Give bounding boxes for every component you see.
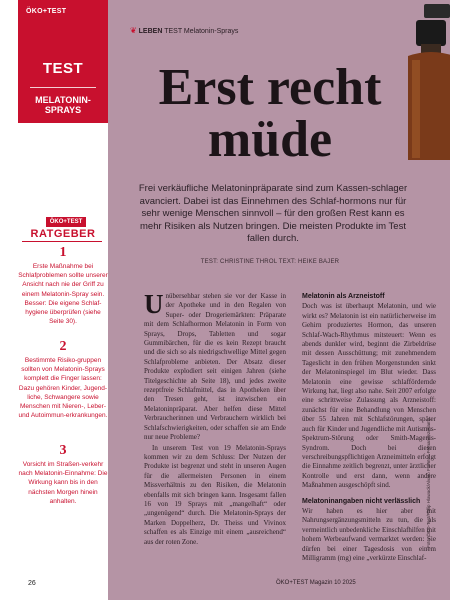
body-paragraph: nübersehbar stehen sie vor der Kasse in der Apotheke und in den Regalen von Super- oder Drogeriemärkten: Präparate mit dem Schlafhormon Melatonin in Form von Sprays, Drops, Tabletten und sogar Gummibärchen, für die es kein Rezept braucht und die sich so als niedrigschwellige Mittel gegen Schlafprobleme anbieten. Der Absatz dieser Produkte explodiert seit einigen Jahren (siehe Titelgeschichte ab Seite 18), und jedes zweite rezeptfreie Schlafmittel, das in Apotheken über den Tresen geht, ist inzwischen ein Melatoninpräparat. Aber helfen diese Mittel Verbraucherinnen und Verbrauchern wirklich bei Schlafschwierigkeiten, oder schaffen sie am Ende nur neue Probleme?	[144, 292, 286, 442]
body-paragraph: Doch was ist überhaupt Melatonin, und wie wirkt es? Melatonin ist ein natürlicherweise im Gehirn produziertes Hormon, das unseren Schlaf-Wach-Rhythmus mitsteuert: Wenn es abends dunkler wird, beginnt die Zirbeldrüse mit dessen Ausschüttung; mit zunehmendem Tageslicht in den frühen Morgenstunden sinkt der Melatoninspiegel im Blut wieder. Dass Melatonin eine gewisse schlaffördernde Wirkung hat, liegt also nahe. Seit 2007 erfolgte eine schrittweise Zulassung als Arzneistoff: zunächst für eine Behandlung von Menschen über 55 Jahren mit Schlafstörungen, später auch für Kinder und Jugendliche mit Autismus-Spektrum-Störung oder Smith-Magenis-Syndrom. Doch bei diesen verschreibungspflichtigen Arzneimitteln erfolgt die Einnahme zeitlich begrenzt, unter ärztlicher Kontrolle und erst dann, wenn andere Maßnahmen ausgeschöpft sind.	[302, 302, 436, 490]
headline-line-1: Erst recht	[158, 59, 382, 116]
headline-line-2: müde	[207, 111, 333, 168]
tip-number: 1	[59, 245, 67, 260]
test-ribbon	[18, 0, 108, 123]
tip-number: 2	[59, 339, 67, 354]
body-column-2	[302, 292, 436, 564]
advice-tip	[18, 444, 108, 506]
photo-credit: Foto: ÖKO-Test/Philip Hlawack/Alvaro Fuentes-Fernandez/Alamy	[426, 417, 431, 548]
leaf-icon: ❦	[130, 26, 137, 35]
subheading: Melatonin als Arzneistoff	[302, 293, 385, 300]
article-deck: Frei verkäufliche Melatoninpräparate sind zum Kassen-schlager avanciert. Dabei ist das Einnehmen des Schlaf-hormons nur für sehr wenige Menschen sinnvoll – für den großen Rest kann es mehr Risiken als Nutzen bringen. Die meisten Produkte im Test fallen durch.	[138, 183, 408, 245]
subheading: Melatoninangaben nicht verlässlich	[302, 497, 421, 505]
article-byline: TEST: CHRISTINE THROL TEXT: HEIKE BAJER	[200, 259, 340, 265]
advice-tip	[18, 340, 108, 420]
tip-text: Vorsicht im Straßen-verkehr nach Melatonin-Einnahme: Die Wirkung kann bis in den nächsten Morgen hinein anhalten.	[18, 461, 108, 505]
test-subtitle: MELATONIN-SPRAYS	[35, 95, 91, 115]
test-label: TEST	[42, 60, 84, 77]
drop-cap: U	[144, 289, 164, 319]
tip-number: 3	[59, 443, 67, 458]
brand-logo: ÖKO+TEST	[26, 8, 67, 15]
sidebar	[0, 0, 108, 600]
body-column-1	[144, 289, 286, 548]
advisor-divider	[22, 241, 102, 242]
page-number: 26	[28, 580, 36, 587]
section-header	[130, 26, 238, 35]
page-footer: ÖKO+TEST Magazin 10 2025	[276, 580, 356, 586]
section-label: LEBEN	[138, 28, 163, 35]
advice-tip	[18, 246, 108, 326]
body-paragraph: Wir haben es hier aber mit Nahrungsergänzungsmitteln zu tun, die als vermeintlich unbedenkliche Einschlafhilfen mit hohem Werbeaufwand vermarktet werden: Sie dürfen bei einer Tagesdosis von einem Milligramm (mg) eine „verkürzte Einschlaf-	[302, 506, 436, 562]
body-paragraph: In unserem Test von 19 Melatonin-Sprays kommen wir zu dem Schluss: Der Nutzen der Produkte ist begrenzt und steht in unseren Augen für die allermeisten Personen in einem Missverhältnis zu den Risiken, die Melatonin ebenfalls mit sich bringen kann. Insgesamt fallen 16 von 19 Sprays mit „mangelhaft“ oder „ungenügend“ durch. Die Melatonin-Sprays der Marken Doppelherz, Dr. Theiss und Vivinox schaffen es als Einzige mit einem „ausreichend“ aus der roten Zone.	[144, 443, 286, 546]
tip-text: Bestimmte Risiko-gruppen sollten von Melatonin-Sprays komplett die Finger lassen: Dazu gehören Kinder, Jugend-liche, Schwangere sowie Menschen mit Nieren-, Leber- und Autoimmun-erkrankungen.	[18, 357, 108, 420]
advisor-badge: ÖKO+TEST	[46, 217, 86, 227]
section-topic: TEST Melatonin-Sprays	[164, 28, 239, 35]
tip-text: Erste Maßnahme bei Schlafproblemen sollte unserer Ansicht nach nie der Griff zu einem Melatonin-Spray sein. Besser: Die eigene Schlaf-hygiene überprüfen (siehe Seite 30).	[18, 263, 108, 326]
main-content	[108, 0, 450, 600]
article-headline	[108, 59, 432, 168]
advisor-title: RATGEBER	[30, 228, 96, 240]
ribbon-divider	[30, 87, 96, 88]
